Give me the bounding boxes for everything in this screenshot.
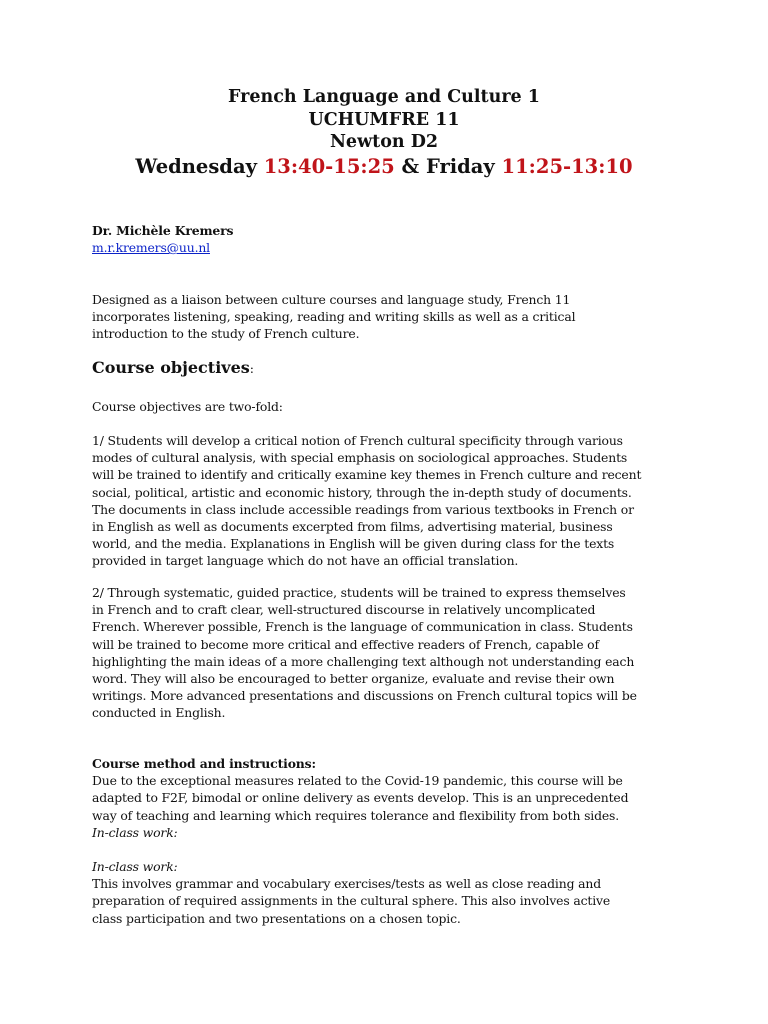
schedule-joiner: & — [401, 154, 420, 178]
objective-2-line: highlighting the main ideas of a more challenging text although not understanding each — [92, 653, 635, 669]
course-room: Newton D2 — [329, 132, 439, 152]
schedule-day-2: Friday — [425, 154, 495, 178]
objective-1-line: social, political, artistic and economic history, through the in-depth study of documents. — [92, 484, 632, 500]
method-line: Due to the exceptional measures related to the Covid-19 pandemic, this course will be — [92, 773, 623, 789]
objectives-heading-colon: : — [249, 361, 254, 376]
intro-line: Designed as a liaison between culture courses and language study, French 11 — [92, 292, 571, 307]
objective-2-line: 2/ Through systematic, guided practice, students will be trained to express themselves — [92, 585, 626, 600]
objectives-heading — [92, 357, 254, 380]
course-schedule — [0, 154, 768, 179]
schedule-day-1: Wednesday — [135, 154, 257, 178]
objective-2-line: French. Wherever possible, French is the language of communication in class. Students — [92, 619, 633, 635]
schedule-time-2: 11:25-13:10 — [501, 154, 633, 178]
objective-1-line: world, and the media. Explanations in English will be given during class for the texts — [92, 536, 615, 552]
course-header — [0, 86, 768, 179]
instructor-name: Dr. Michèle Kremers — [92, 223, 234, 238]
inclass-line: preparation of required assignments in the cultural sphere. This also involves active — [92, 893, 611, 909]
objective-2-line: writings. More advanced presentations and discussions on French cultural topics will be — [92, 688, 637, 704]
objective-item-2 — [92, 584, 692, 722]
objective-2-line: conducted in English. — [92, 705, 226, 721]
objective-2-line: word. They will also be encouraged to better organize, evaluate and revise their own — [92, 671, 615, 687]
objective-2-line: in French and to craft clear, well-structured discourse in relatively uncomplicated — [92, 602, 596, 618]
intro-line: introduction to the study of French culture. — [92, 326, 360, 342]
course-code: UCHUMFRE 11 — [308, 109, 460, 130]
objective-1-line: The documents in class include accessible readings from various textbooks in French or — [92, 501, 634, 517]
objective-1-line: will be trained to identify and critically examine key themes in French culture and recent — [92, 467, 642, 483]
objective-1-line: in English as well as documents excerpted from films, advertising material, business — [92, 519, 613, 535]
method-subheading: In-class work: — [92, 824, 178, 840]
objective-1-line: provided in target language which do not have an official translation. — [92, 553, 519, 569]
objective-1-line: 1/ Students will develop a critical notion of French cultural specificity through various — [92, 433, 623, 448]
schedule-time-1: 13:40-15:25 — [263, 154, 395, 178]
method-heading: Course method and instructions: — [92, 756, 316, 771]
inclass-section — [92, 858, 692, 927]
objective-2-line: will be trained to become more critical and effective readers of French, capable of — [92, 636, 599, 652]
inclass-line: This involves grammar and vocabulary exercises/tests as well as close reading and — [92, 876, 601, 892]
intro-paragraph — [92, 291, 692, 343]
objectives-lead — [92, 398, 692, 415]
objectives-heading-text: Course objectives — [92, 358, 250, 377]
method-line: way of teaching and learning which requires tolerance and flexibility from both sides. — [92, 807, 620, 823]
inclass-line: class participation and two presentations on a chosen topic. — [92, 910, 461, 926]
course-title: French Language and Culture 1 — [228, 87, 540, 107]
inclass-subheading: In-class work: — [92, 859, 178, 874]
objective-item-1 — [92, 432, 692, 570]
intro-line: incorporates listening, speaking, reading and writing skills as well as a critical — [92, 309, 576, 325]
objective-1-line: modes of cultural analysis, with special emphasis on sociological approaches. Students — [92, 450, 628, 466]
instructor-email-link[interactable]: m.r.kremers@uu.nl — [92, 240, 210, 256]
method-line: adapted to F2F, bimodal or online delivery as events develop. This is an unprecedented — [92, 790, 629, 806]
method-section — [92, 755, 692, 841]
instructor-block — [92, 222, 692, 256]
objectives-lead-text: Course objectives are two-fold: — [92, 399, 283, 414]
